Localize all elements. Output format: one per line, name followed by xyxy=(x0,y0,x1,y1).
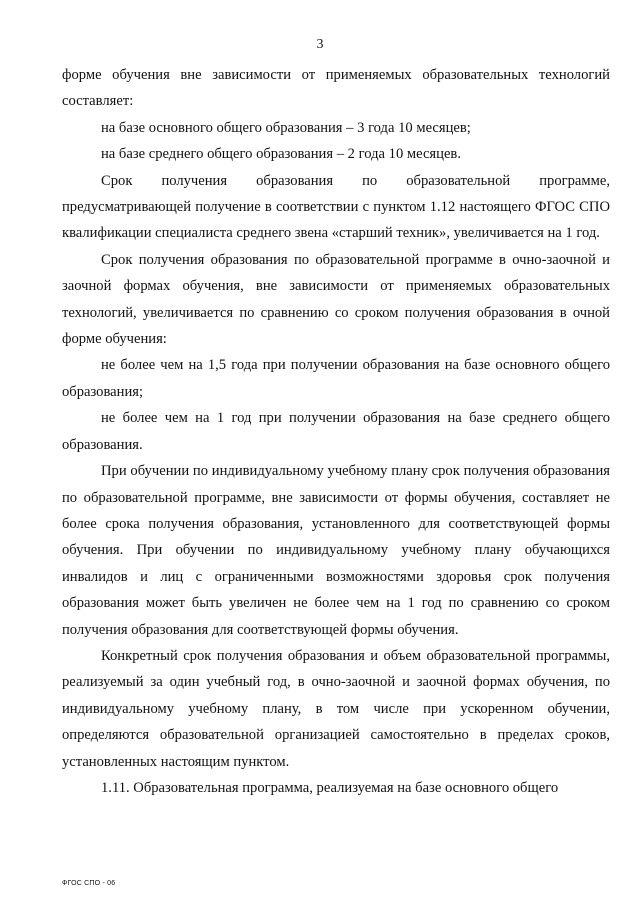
paragraph: не более чем на 1 год при получении образования на базе среднего общего образования. xyxy=(62,410,610,453)
page-number: 3 xyxy=(316,37,324,52)
paragraph: Срок получения образования по образовательной программе, предусматривающей получение в соответствии с пунктом 1.12 настоящего ФГОС СПО квалификации специалиста среднего звена «старший техник», увеличивается на 1 год. xyxy=(62,172,610,242)
document-footer-code: ФГОС СПО - 06 xyxy=(62,880,116,887)
paragraph: Конкретный срок получения образования и объем образовательной программы, реализуемый за один учебный год, в очно-заочной и заочной формах обучения, по индивидуальному учебному плану, в том числе при ускоренном обучении, определяются образовательной организацией самостоятельно в пределах сроков, установленных настоящим пунктом. xyxy=(62,647,610,770)
paragraph: не более чем на 1,5 года при получении образования на базе основного общего образования; xyxy=(62,357,610,400)
paragraph: на базе основного общего образования – 3 года 10 месяцев; xyxy=(101,119,471,136)
paragraph: 1.11. Образовательная программа, реализуемая на базе основного общего xyxy=(101,779,559,796)
paragraph: на базе среднего общего образования – 2 года 10 месяцев. xyxy=(101,146,461,163)
document-body xyxy=(62,62,610,801)
paragraph: форме обучения вне зависимости от применяемых образовательных технологий составляет: xyxy=(62,67,610,110)
paragraph: Срок получения образования по образовательной программе в очно-заочной и заочной формах обучения, вне зависимости от применяемых образовательных технологий, увеличивается по сравнению со сроком получения образования в очной форме обучения: xyxy=(62,251,610,348)
paragraph: При обучении по индивидуальному учебному плану срок получения образования по образовательной программе, вне зависимости от формы обучения, составляет не более срока получения образования, установленного для соответствующей формы обучения. При обучении по индивидуальному учебному плану обучающихся инвалидов и лиц с ограниченными возможностями здоровья срок получения образования может быть увеличен не более чем на 1 год по сравнению со сроком получения образования для соответствующей формы обучения. xyxy=(62,463,610,638)
